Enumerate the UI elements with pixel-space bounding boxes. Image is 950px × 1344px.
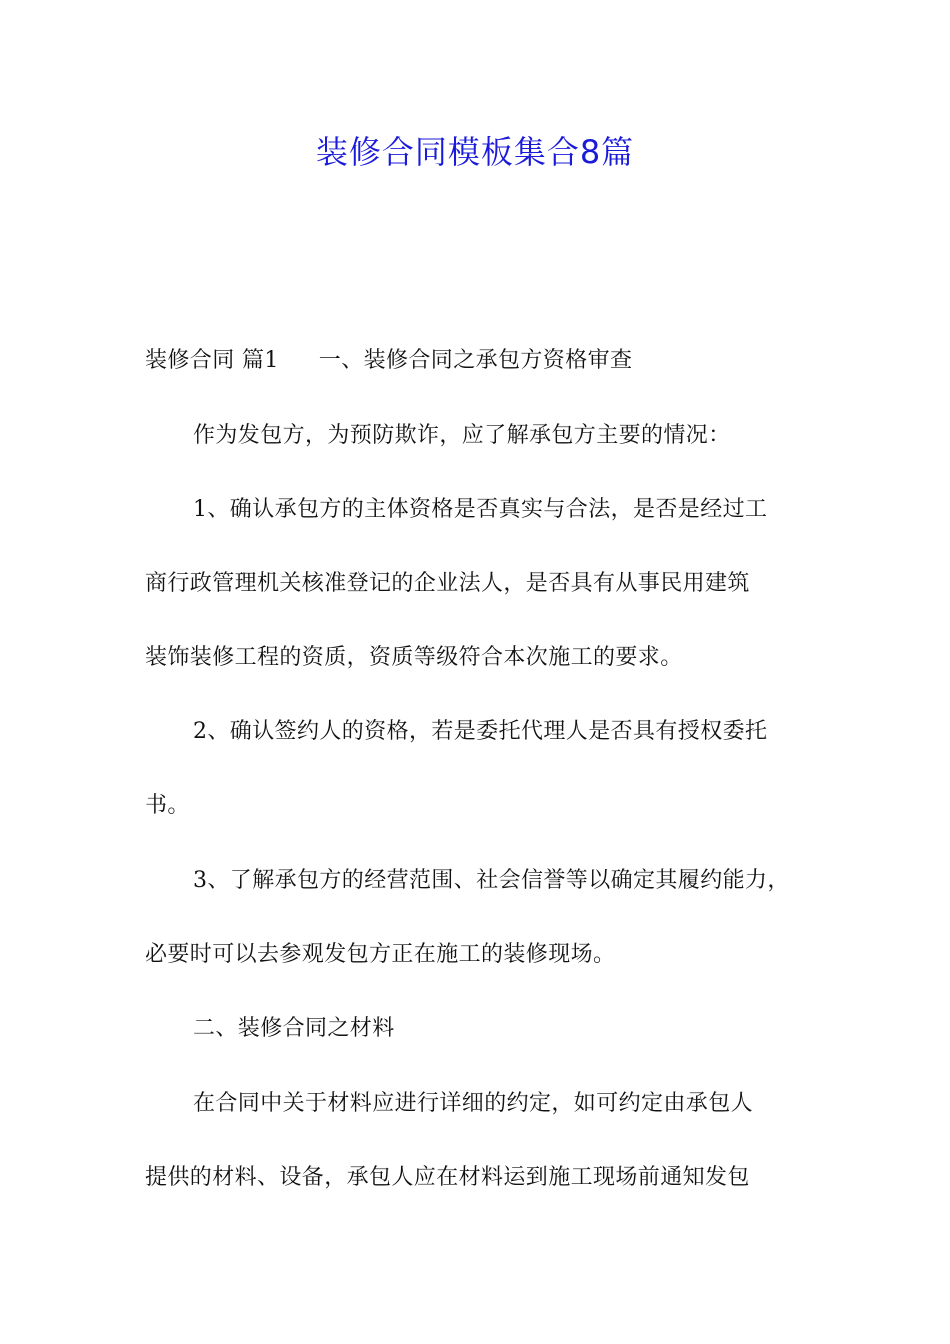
paragraph-line: 必要时可以去参观发包方正在施工的装修现场。 xyxy=(145,942,616,967)
paragraph-line: 书。 xyxy=(145,793,190,818)
paragraph-line: 提供的材料、设备，承包人应在材料运到施工现场前通知发包 xyxy=(145,1165,750,1190)
paragraph-line: 装饰装修工程的资质，资质等级符合本次施工的要求。 xyxy=(145,645,683,670)
paragraph-line: 商行政管理机关核准登记的企业法人，是否具有从事民用建筑 xyxy=(145,571,750,596)
paragraph-line: 2、确认签约人的资格，若是委托代理人是否具有授权委托 xyxy=(193,719,768,744)
section-label: 装修合同 篇1 xyxy=(145,348,279,373)
paragraph-line: 作为发包方，为预防欺诈，应了解承包方主要的情况： xyxy=(193,423,731,448)
section-heading-line xyxy=(145,346,632,376)
paragraph-line: 在合同中关于材料应进行详细的约定，如可约定由承包人 xyxy=(193,1091,754,1116)
document-title: 装修合同模板集合8篇 xyxy=(315,133,635,171)
subsection-heading: 一、装修合同之承包方资格审查 xyxy=(318,348,633,373)
paragraph-line: 3、了解承包方的经营范围、社会信誉等以确定其履约能力， xyxy=(193,868,790,893)
paragraph-line: 1、确认承包方的主体资格是否真实与合法，是否是经过工 xyxy=(193,497,768,522)
subsection-heading: 二、装修合同之材料 xyxy=(193,1016,395,1041)
